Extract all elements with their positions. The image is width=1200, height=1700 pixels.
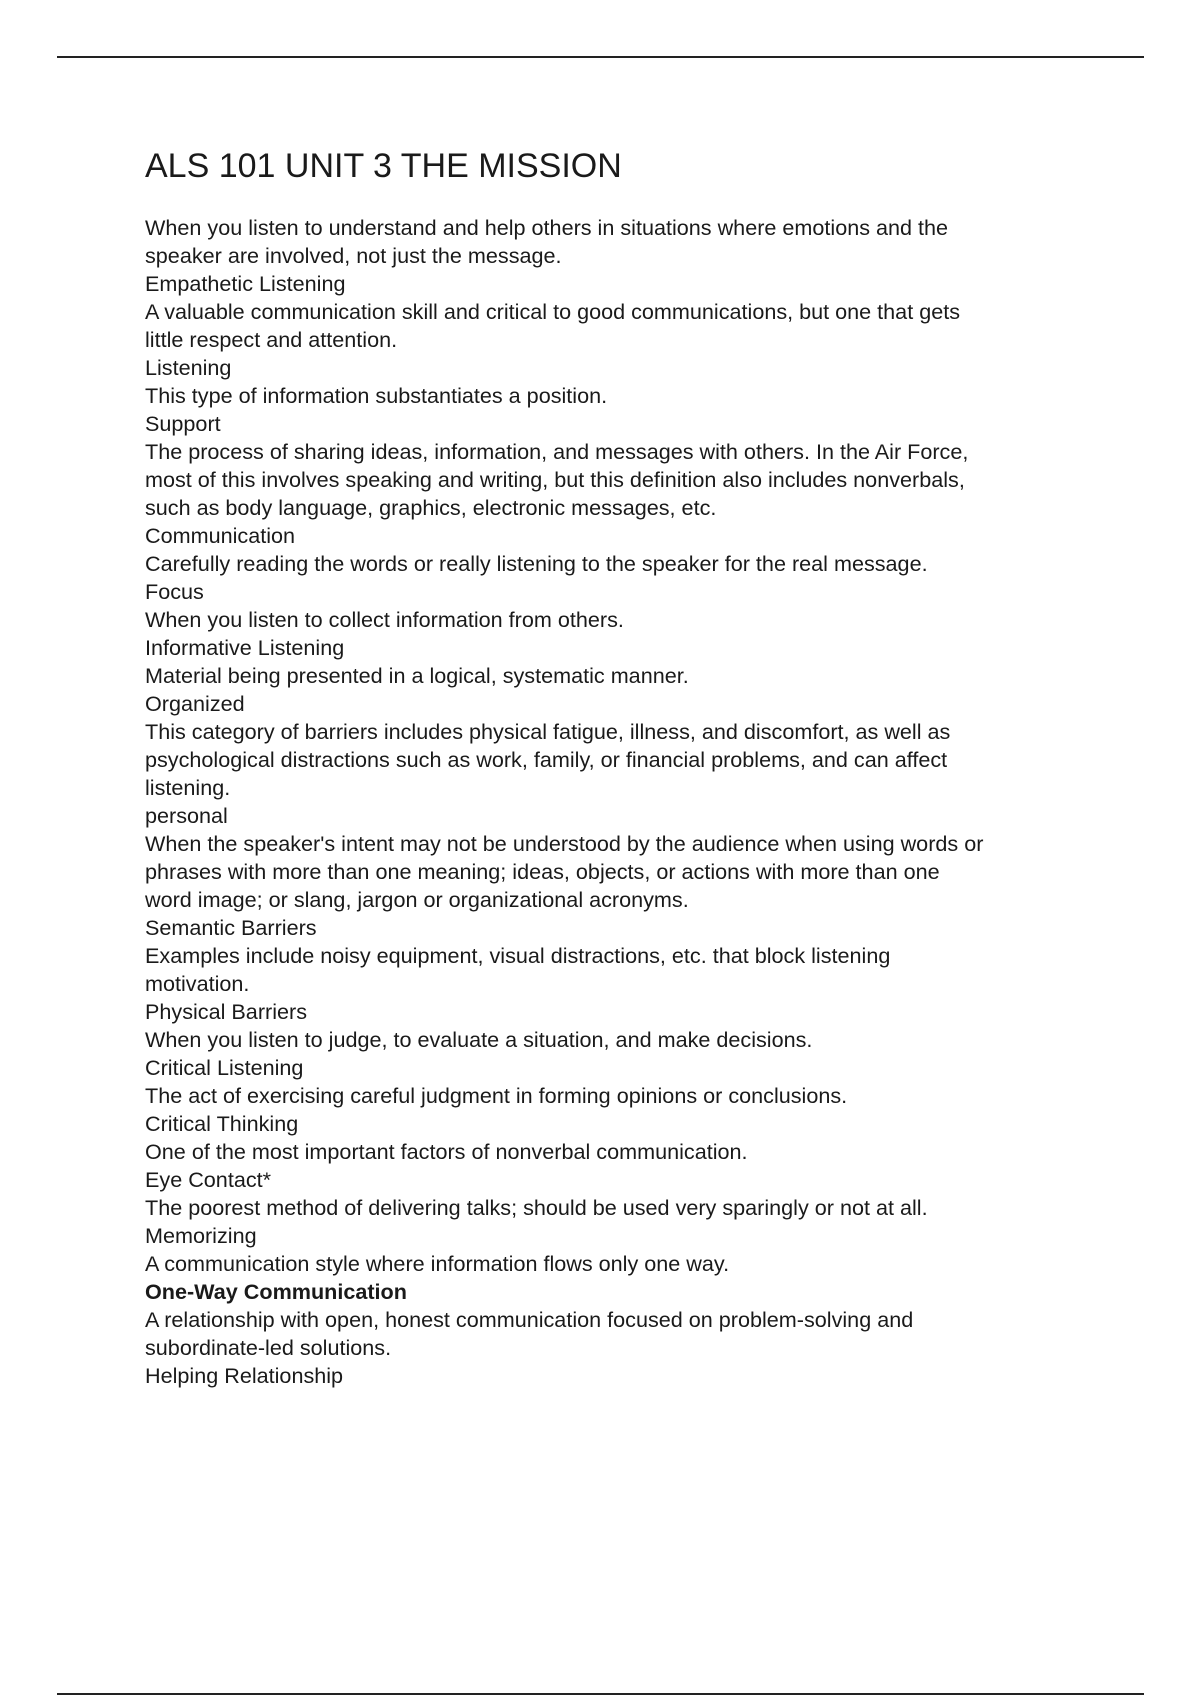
- flashcard-entry: [145, 1026, 1085, 1082]
- definition-line: motivation.: [145, 971, 250, 996]
- definition-line: When you listen to judge, to evaluate a situation, and make decisions.: [145, 1027, 813, 1052]
- term-label: Critical Thinking: [145, 1111, 299, 1136]
- definition-line: One of the most important factors of nonverbal communication.: [145, 1139, 748, 1164]
- definition-line: little respect and attention.: [145, 327, 398, 352]
- flashcard-entry: [145, 606, 1085, 662]
- term-label: Helping Relationship: [145, 1363, 344, 1388]
- bottom-rule: [57, 1693, 1144, 1695]
- definition-line: most of this involves speaking and writing, but this definition also includes nonverbals,: [145, 467, 965, 492]
- flashcard-entry: [145, 718, 1085, 830]
- term-label: Eye Contact*: [145, 1167, 272, 1192]
- term-label: Critical Listening: [145, 1055, 304, 1080]
- term-label: Communication: [145, 523, 296, 548]
- definition-line: This category of barriers includes physical fatigue, illness, and discomfort, as well as: [145, 719, 951, 744]
- page-title: ALS 101 UNIT 3 THE MISSION: [145, 147, 622, 185]
- definition-line: listening.: [145, 775, 231, 800]
- term-label: personal: [145, 803, 228, 828]
- flashcard-entry: [145, 298, 1085, 382]
- term-label: Empathetic Listening: [145, 271, 346, 296]
- definition-line: psychological distractions such as work, family, or financial problems, and can affect: [145, 747, 948, 772]
- definition-line: When the speaker's intent may not be understood by the audience when using words or: [145, 831, 984, 856]
- flashcard-entry: [145, 1082, 1085, 1138]
- definition-line: subordinate-led solutions.: [145, 1335, 392, 1360]
- flashcard-entry: [145, 830, 1085, 942]
- definition-line: This type of information substantiates a position.: [145, 383, 608, 408]
- term-label: Focus: [145, 579, 204, 604]
- term-label: Physical Barriers: [145, 999, 307, 1024]
- definition-line: The act of exercising careful judgment in forming opinions or conclusions.: [145, 1083, 848, 1108]
- definition-line: phrases with more than one meaning; ideas, objects, or actions with more than one: [145, 859, 940, 884]
- flashcard-entry: [145, 662, 1085, 718]
- flashcard-entry: [145, 1250, 1085, 1306]
- definition-line: A relationship with open, honest communication focused on problem-solving and: [145, 1307, 914, 1332]
- flashcard-entry: [145, 438, 1085, 550]
- term-label: One-Way Communication: [145, 1279, 407, 1304]
- flashcard-entry: [145, 1194, 1085, 1250]
- term-label: Semantic Barriers: [145, 915, 317, 940]
- definition-line: The process of sharing ideas, information, and messages with others. In the Air Force,: [145, 439, 969, 464]
- flashcard-list: [145, 214, 1085, 1390]
- definition-line: Examples include noisy equipment, visual distractions, etc. that block listening: [145, 943, 891, 968]
- definition-line: The poorest method of delivering talks; should be used very sparingly or not at all.: [145, 1195, 928, 1220]
- definition-line: such as body language, graphics, electronic messages, etc.: [145, 495, 717, 520]
- flashcard-entry: [145, 942, 1085, 1026]
- definition-line: Material being presented in a logical, systematic manner.: [145, 663, 689, 688]
- flashcard-entry: [145, 1306, 1085, 1390]
- term-label: Informative Listening: [145, 635, 345, 660]
- definition-line: speaker are involved, not just the message.: [145, 243, 562, 268]
- term-label: Memorizing: [145, 1223, 257, 1248]
- flashcard-entry: [145, 382, 1085, 438]
- term-label: Organized: [145, 691, 245, 716]
- flashcard-entry: [145, 214, 1085, 298]
- definition-line: word image; or slang, jargon or organizational acronyms.: [145, 887, 689, 912]
- top-rule: [57, 56, 1144, 58]
- term-label: Listening: [145, 355, 232, 380]
- flashcard-entry: [145, 550, 1085, 606]
- definition-line: Carefully reading the words or really listening to the speaker for the real message.: [145, 551, 928, 576]
- definition-line: When you listen to understand and help others in situations where emotions and the: [145, 215, 949, 240]
- flashcard-entry: [145, 1138, 1085, 1194]
- definition-line: A communication style where information flows only one way.: [145, 1251, 730, 1276]
- term-label: Support: [145, 411, 221, 436]
- definition-line: A valuable communication skill and critical to good communications, but one that gets: [145, 299, 961, 324]
- definition-line: When you listen to collect information from others.: [145, 607, 624, 632]
